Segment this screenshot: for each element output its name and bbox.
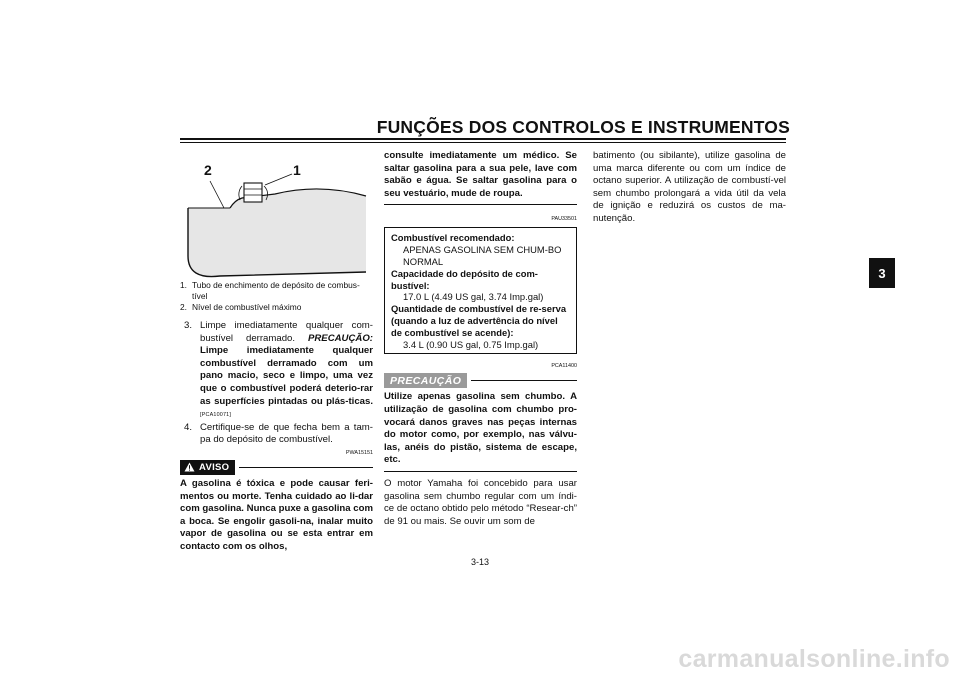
caption-text: Nível de combustível máximo [192,302,302,312]
step-4-text: Certifique-se de que fecha bem a tam-pa do depósito de combustível. [200,421,373,446]
chapter-tab: 3 [869,258,895,288]
fuel-spec-box [384,227,577,354]
octane-paragraph: O motor Yamaha foi concebido para usar gasolina sem chumbo regular com um índi-ce de octano obtido pelo método “Resear-ch” de 91 ou mais. Se ouvir um som de [384,477,577,527]
step-text [200,320,373,422]
caution-header [384,373,577,388]
recommended-fuel-label: Combustível recomendado: [391,232,515,244]
step-number: 3. [184,320,193,331]
fuel-tank-figure [180,156,373,278]
warning-triangle-icon [184,462,195,472]
watermark: carmanualsonline.info [678,645,950,673]
aviso-badge [180,460,235,475]
caption-item [180,302,373,313]
caption-text: Tubo de enchimento de depósito de combus-tível [192,280,360,301]
caption-item [180,280,373,302]
warning-rule [239,467,373,468]
aviso-label: AVISO [199,461,230,473]
caution-end-rule [384,471,577,472]
reserve-amount-value: 3.4 L (0.90 US gal, 0.75 Imp.gal) [403,338,539,350]
step-3-caution-text: Limpe imediatamente qualquer combustível derramado com um pano macio, seco e limpo, uma vez que o combustível poderá deterio-rar as superfícies pintadas ou plás-ticas. [200,345,373,407]
callout-1: 1 [293,162,301,178]
header-rule-thick [180,138,786,140]
tank-capacity-label: Capacidade do depósito de com-bustível: [391,267,538,291]
step-3-caution-label: PRECAUÇÃO: [307,332,373,344]
caution-text: Utilize apenas gasolina sem chumbo. A utilização de gasolina com chumbo pro-vocará danos graves nas peças internas do motor como, por exemplo, nas válvu-las, anéis do pistão, sistema de escape, etc. [384,391,577,466]
header-rule-thin [180,142,786,143]
column-1 [180,156,373,554]
precaucao-badge: PRECAUÇÃO [384,373,467,388]
caption-number: 1. [180,280,187,290]
knocking-paragraph: batimento (ou sibilante), utilize gasolina de uma marca diferente ou com um índice de octano superior. A utilização de combustí-vel sem chumbo prolongará a vida útil da vela de ignição e reduzirá os custos de ma-nutenção. [593,150,786,224]
box-code: PAU33501 [551,216,577,223]
step-3-text: Limpe imediatamente qualquer com-bustível derramado. [200,320,373,344]
recommended-fuel-value: APENAS GASOLINA SEM CHUM-BO NORMAL [403,244,562,267]
step-list [180,320,373,447]
caution-rule [471,380,577,381]
warning-header [180,460,373,475]
step-3 [180,320,373,422]
warning-end-rule [384,204,577,205]
column-3 [593,150,786,226]
page-number: 3-13 [470,557,489,567]
warning-text: A gasolina é tóxica e pode causar feri-mentos ou morte. Tenha cuidado ao li-dar com gasolina. Nunca puxe a gasolina com a boca. Se engolir gasoli-na, inalar muito vapor de gasolina ou se esta entrar em contacto com os olhos, [180,477,373,552]
step-4 [180,422,373,447]
warning-code: PWA15151 [345,449,373,456]
step-number: 4. [184,421,193,433]
warning-text-continued: consulte imediatamente um médico. Se saltar gasolina para a sua pele, lave com sabão e água. Se saltar gasolina para o seu vestuário, mude de roupa. [384,150,577,199]
callout-2: 2 [204,162,212,178]
page-title: FUNÇÕES DOS CONTROLOS E INSTRUMENTOS [376,117,790,137]
figure-caption [180,280,373,313]
caption-number: 2. [180,302,187,312]
caution-code: PCA11400 [551,363,577,370]
column-2 [384,150,577,528]
reserve-amount-label: Quantidade de combustível de re-serva (quando a luz de advertência do nível de combustível se acende): [391,303,567,338]
step-3-code: [PCA10071] [200,412,232,419]
tank-capacity-value: 17.0 L (4.49 US gal, 3.74 Imp.gal) [403,291,544,303]
